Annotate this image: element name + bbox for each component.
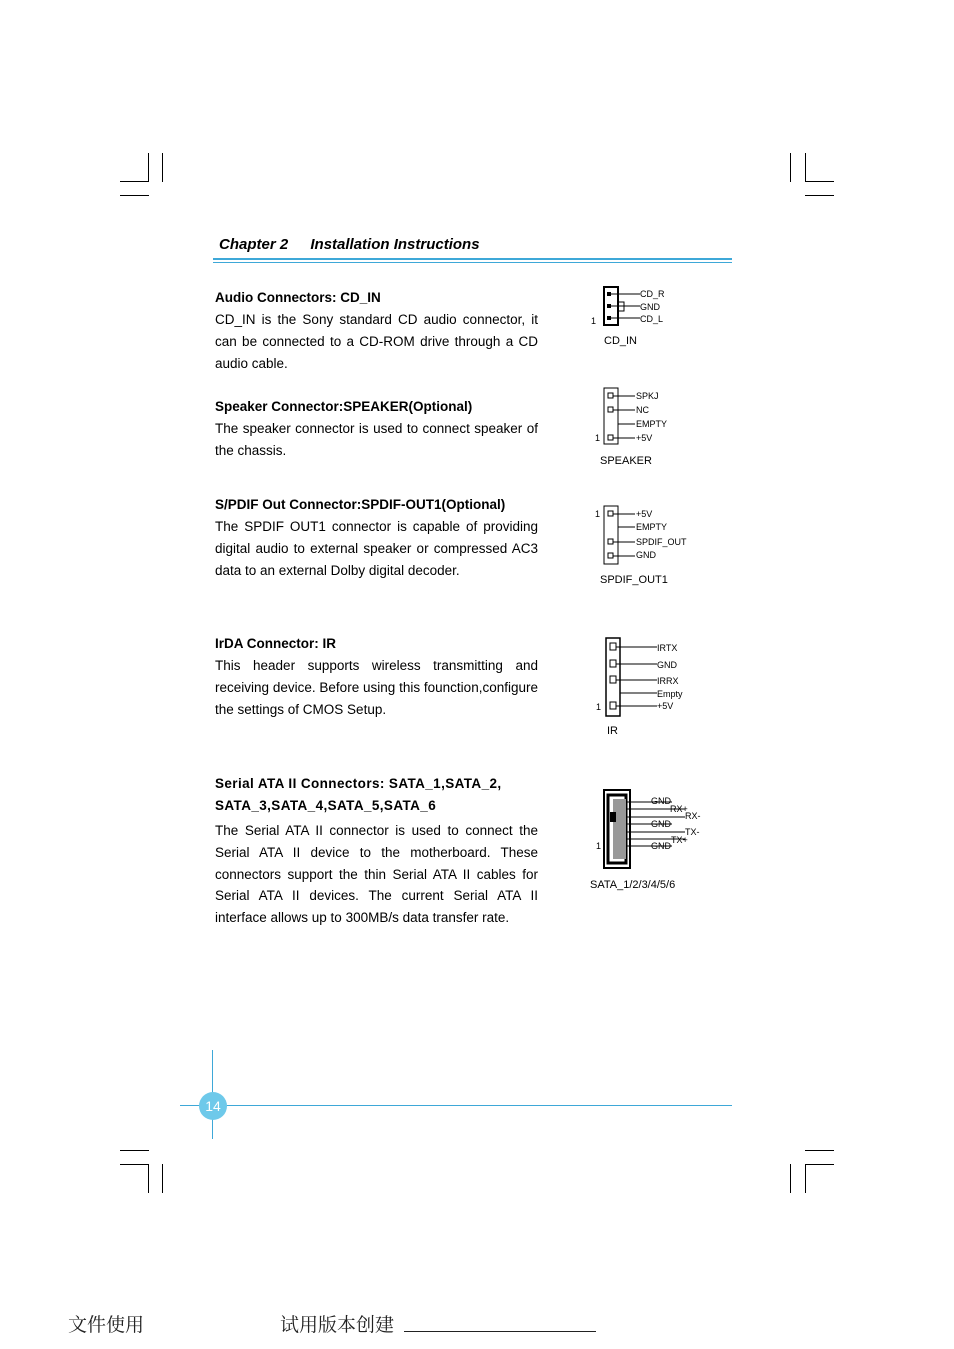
section-body-speaker: The speaker connector is used to connect speaker of the chassis. [215, 421, 538, 458]
watermark-right-text: 试用版本创建 [280, 1314, 395, 1336]
section-body-ir: This header supports wireless transmitting and receiving device. Before using this founction,configure the settings of CMOS Setup. [215, 658, 538, 717]
sata-pin-label: RX- [685, 811, 701, 821]
section-body-sata: The Serial ATA II connector is used to connect the Serial ATA II device to the motherboard. These connectors support the thin Serial ATA II cables for Serial ATA II devices. The current Serial ATA II interface allows up to 300MB/s data transfer rate. [215, 823, 538, 926]
spdif-pin1-marker: 1 [595, 509, 601, 519]
spdif-pin-label: EMPTY [636, 522, 668, 532]
section-title-ir: IrDA Connector: IR [215, 636, 336, 651]
cd-in-label: CD_IN [604, 335, 638, 347]
watermark-underline [404, 1331, 596, 1332]
ir-pin-label: +5V [657, 701, 674, 711]
sata-pin-label: TX- [685, 827, 700, 837]
sata-pin-label: RX+ [670, 804, 688, 814]
spdif-pin-label: GND [636, 550, 656, 560]
cd-in-pin-label: CD_L [640, 314, 664, 324]
footer-rule [180, 1105, 732, 1106]
cd-in-pin-label: CD_R [640, 289, 665, 299]
chapter-header [219, 236, 480, 253]
speaker-pin-label: EMPTY [636, 419, 668, 429]
header-rule [213, 258, 732, 260]
sata-label: SATA_1/2/3/4/5/6 [590, 879, 676, 891]
chapter-number: Chapter 2 [219, 236, 289, 253]
header-rule-thin [213, 262, 732, 263]
section-title-sata: Serial ATA II Connectors: SATA_1,SATA_2, SATA_3,SATA_4,SATA_5,SATA_6 [215, 776, 502, 813]
ir-pin1-marker: 1 [596, 702, 602, 712]
speaker-label: SPEAKER [600, 455, 652, 467]
section-body-cd-in: CD_IN is the Sony standard CD audio connector, it can be connected to a CD-ROM drive through a CD audio cable. [215, 312, 538, 371]
ir-pin-label: IRRX [657, 676, 679, 686]
watermark-left-text: 文件使用 [68, 1314, 145, 1336]
speaker-pin-label: +5V [636, 433, 653, 443]
ir-pin-label: IRTX [657, 643, 678, 653]
sata-pin-label: GND [651, 819, 671, 829]
section-title-cd-in: Audio Connectors: CD_IN [215, 290, 381, 305]
sata-pin-label: GND [651, 841, 671, 851]
cd-in-pin1-marker: 1 [591, 316, 597, 326]
section-title-spdif: S/PDIF Out Connector:SPDIF-OUT1(Optional) [215, 497, 506, 512]
spdif-label: SPDIF_OUT1 [600, 574, 668, 586]
cd-in-pin-label: GND [640, 302, 660, 312]
section-body-spdif: The SPDIF OUT1 connector is capable of providing digital audio to external speaker or compressed AC3 data to an external Dolby digital decoder. [215, 519, 538, 578]
speaker-pin-label: NC [636, 405, 649, 415]
chapter-title: Installation Instructions [310, 236, 480, 253]
sata-pin-label: GND [651, 796, 671, 806]
spdif-pin-label: SPDIF_OUT [636, 537, 687, 547]
sata-pin1-marker: 1 [596, 841, 602, 851]
page-number: 14 [199, 1092, 227, 1120]
ir-pin-label: Empty [657, 689, 683, 699]
speaker-pin-label: SPKJ [636, 391, 659, 401]
sata-pin-label: TX+ [671, 835, 688, 845]
spdif-pin-label: +5V [636, 509, 653, 519]
ir-pin-label: GND [657, 660, 677, 670]
section-title-speaker: Speaker Connector:SPEAKER(Optional) [215, 399, 473, 414]
ir-label: IR [607, 725, 618, 737]
speaker-pin1-marker: 1 [595, 433, 601, 443]
